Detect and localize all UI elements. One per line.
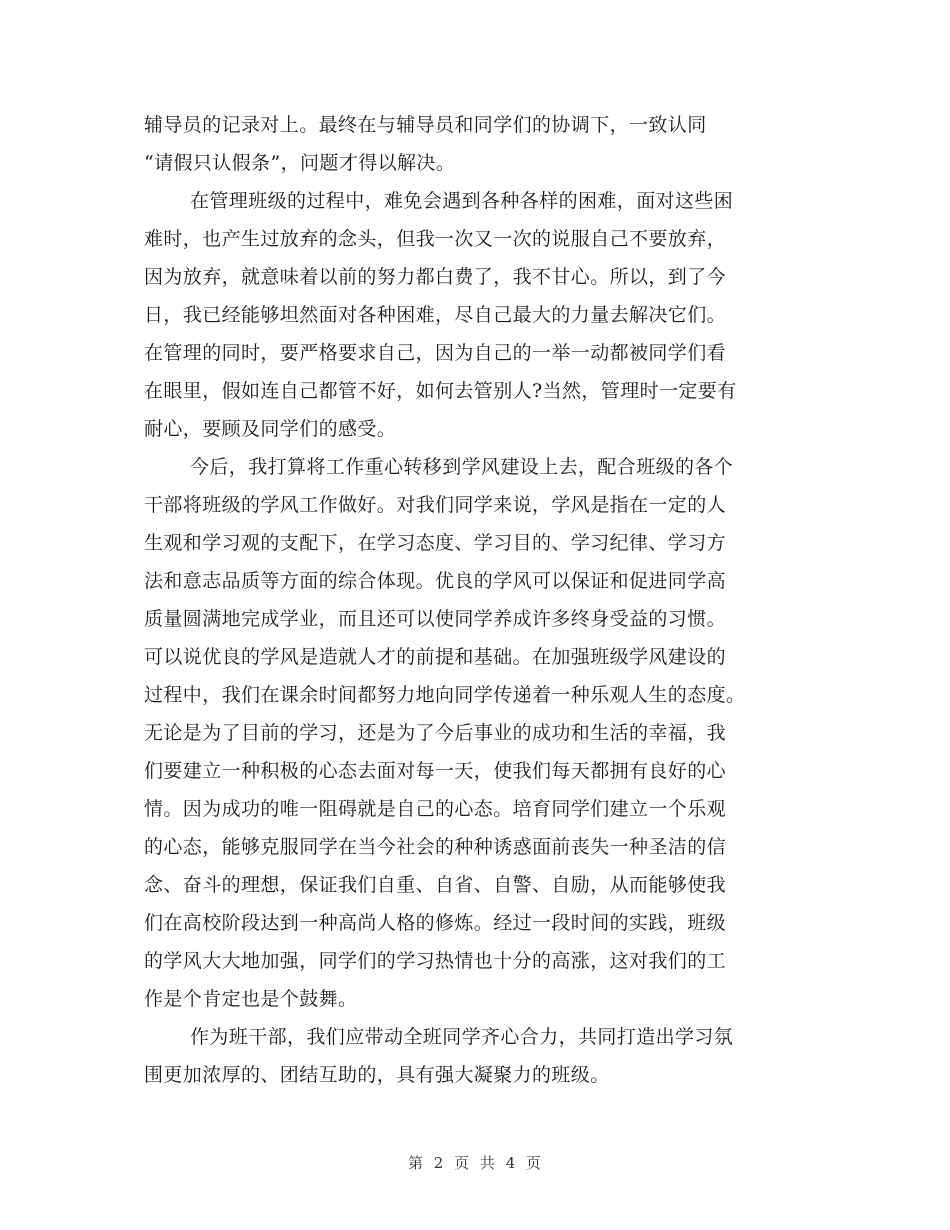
text-line: 作是个肯定也是个鼓舞。 xyxy=(144,988,358,1010)
footer-word-ye: 页 xyxy=(526,1154,543,1172)
text-line: 耐心，要顾及同学们的感受。 xyxy=(144,418,397,440)
footer-word-ye: 页 xyxy=(454,1154,471,1172)
paragraph-start-line: 在管理班级的过程中，难免会遇到各种各样的困难，面对这些困 xyxy=(190,190,734,212)
paragraph-start-line: 作为班干部，我们应带动全班同学齐心合力，共同打造出学习氛 xyxy=(190,1026,734,1048)
footer-word-gong: 共 xyxy=(479,1154,496,1172)
text-line: “请假只认假条”，问题才得以解决。 xyxy=(144,152,456,174)
total-page-count: 4 xyxy=(505,1154,517,1172)
text-line: 日，我已经能够坦然面对各种困难，尽自己最大的力量去解决它们。 xyxy=(144,304,727,326)
text-line: 的心态，能够克服同学在当今社会的种种诱惑面前丧失一种圣洁的信 xyxy=(144,836,727,858)
text-line: 们在高校阶段达到一种高尚人格的修炼。经过一段时间的实践，班级 xyxy=(144,912,727,934)
text-line: 念、奋斗的理想，保证我们自重、自省、自警、自励，从而能够使我 xyxy=(144,874,727,896)
page-footer xyxy=(0,1152,950,1173)
text-line: 们要建立一种积极的心态去面对每一天，使我们每天都拥有良好的心 xyxy=(144,760,727,782)
text-line: 可以说优良的学风是造就人才的前提和基础。在加强班级学风建设的 xyxy=(144,646,727,668)
text-line: 无论是为了目前的学习，还是为了今后事业的成功和生活的幸福，我 xyxy=(144,722,727,744)
text-line: 因为放弃，就意味着以前的努力都白费了，我不甘心。所以，到了今 xyxy=(144,266,727,288)
text-line: 在眼里，假如连自己都管不好，如何去管别人?当然，管理时一定要有 xyxy=(144,380,737,402)
text-line: 质量圆满地完成学业，而且还可以使同学养成许多终身受益的习惯。 xyxy=(144,608,727,630)
text-line: 过程中，我们在课余时间都努力地向同学传递着一种乐观人生的态度。 xyxy=(144,684,746,706)
text-line: 情。因为成功的唯一阻碍就是自己的心态。培育同学们建立一个乐观 xyxy=(144,798,727,820)
text-line: 难时，也产生过放弃的念头，但我一次又一次的说服自己不要放弃， xyxy=(144,228,727,250)
text-line: 生观和学习观的支配下，在学习态度、学习目的、学习纪律、学习方 xyxy=(144,532,727,554)
text-line: 在管理的同时，要严格要求自己，因为自己的一举一动都被同学们看 xyxy=(144,342,727,364)
paragraph-start-line: 今后，我打算将工作重心转移到学风建设上去，配合班级的各个 xyxy=(190,456,734,478)
document-body xyxy=(144,106,806,1094)
text-line: 辅导员的记录对上。最终在与辅导员和同学们的协调下，一致认同 xyxy=(144,114,707,136)
current-page-number: 2 xyxy=(433,1154,445,1172)
text-line: 的学风大大地加强，同学们的学习热情也十分的高涨，这对我们的工 xyxy=(144,950,727,972)
text-line: 法和意志品质等方面的综合体现。优良的学风可以保证和促进同学高 xyxy=(144,570,727,592)
text-line: 围更加浓厚的、团结互助的，具有强大凝聚力的班级。 xyxy=(144,1064,610,1086)
footer-word-di: 第 xyxy=(407,1154,424,1172)
text-line: 干部将班级的学风工作做好。对我们同学来说，学风是指在一定的人 xyxy=(144,494,727,516)
